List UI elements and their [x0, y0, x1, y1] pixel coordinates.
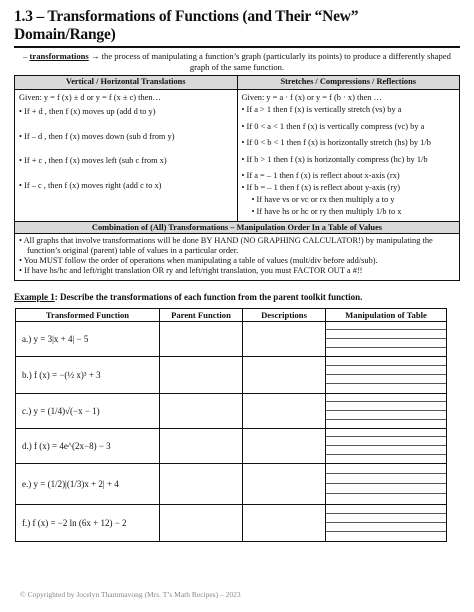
- worksheet-page: [14, 8, 460, 542]
- arrow-icon: →: [90, 51, 100, 61]
- table-grid-line: [326, 420, 446, 428]
- table-grid-line: [326, 532, 446, 540]
- table-grid-line: [326, 357, 446, 366]
- table-grid-line: [326, 394, 446, 403]
- descriptions-cell[interactable]: [243, 463, 326, 504]
- column-header: Manipulation of Table: [326, 308, 447, 321]
- table-grid-line: [326, 348, 446, 356]
- manipulation-table-cell[interactable]: [326, 504, 447, 541]
- table-grid-line: [326, 523, 446, 532]
- definition-term: transformations: [29, 51, 89, 61]
- rule-vc: • If 0 < a < 1 then f (x) is vertically compress (vc) by a: [241, 121, 425, 131]
- table-grid-line: [326, 446, 446, 455]
- manipulation-table-cell[interactable]: [326, 428, 447, 463]
- table-grid-line: [326, 330, 446, 339]
- parent-function-cell[interactable]: [160, 428, 243, 463]
- translations-given: Given: y = f (x) ± d or y = f (x ± c) then…: [19, 92, 161, 102]
- rule-rx: • If a = – 1 then f (x) is reflect about x-axis (rx): [241, 171, 400, 180]
- transformed-function-cell: e.) y = (1/2)|(1/3)x + 2| + 4: [16, 463, 160, 504]
- table-grid-line: [326, 411, 446, 420]
- descriptions-cell[interactable]: [243, 504, 326, 541]
- table-row: [16, 356, 447, 393]
- table-row: [16, 321, 447, 356]
- combination-section: [15, 221, 459, 280]
- definition-text: the process of manipulating a function’s graph (particularly its points) to produce a differently shaped graph of the same function.: [101, 51, 451, 72]
- rule-down: • If – d , then f (x) moves down (sub d from y): [19, 131, 175, 141]
- transformed-function-cell: d.) f (x) = 4e^(2x−8) − 3: [16, 428, 160, 463]
- table-grid-line: [326, 322, 446, 331]
- translations-panel: [15, 76, 238, 221]
- table-grid-line: [326, 505, 446, 514]
- rule-ry: • If b = – 1 then f (x) is reflect about y-axis (ry): [241, 183, 401, 192]
- descriptions-cell[interactable]: [243, 321, 326, 356]
- combination-header: Combination of (All) Transformations – Manipulation Order In a Table of Values: [15, 222, 459, 234]
- rule-hs: • If 0 < b < 1 then f (x) is horizontally stretch (hs) by 1/b: [241, 138, 431, 147]
- descriptions-cell[interactable]: [243, 356, 326, 393]
- table-row: [16, 504, 447, 541]
- example-instructions: : Describe the transformations of each function from the parent toolkit function.: [54, 291, 363, 302]
- column-header: Descriptions: [243, 308, 326, 321]
- rule-left: • If + c , then f (x) moves left (sub c from x): [19, 156, 167, 165]
- parent-function-cell[interactable]: [160, 356, 243, 393]
- transformed-function-cell: a.) y = 3|x + 4| − 5: [16, 321, 160, 356]
- parent-function-cell[interactable]: [160, 504, 243, 541]
- table-grid-line: [326, 402, 446, 411]
- table-grid-line: [326, 384, 446, 392]
- table-row: [16, 463, 447, 504]
- transformed-function-cell: b.) f (x) = −(½ x)³ + 3: [16, 356, 160, 393]
- transformed-function-cell: c.) y = (1/4)√(−x − 1): [16, 393, 160, 428]
- translations-header: Vertical / Horizontal Translations: [15, 76, 237, 90]
- page-title: 1.3 – Transformations of Functions (and Their “New” Domain/Range): [14, 8, 460, 48]
- parent-function-cell[interactable]: [160, 463, 243, 504]
- descriptions-cell[interactable]: [243, 428, 326, 463]
- parent-function-cell[interactable]: [160, 321, 243, 356]
- table-grid-line: [326, 464, 446, 474]
- example-heading: [14, 292, 460, 302]
- table-grid-line: [326, 514, 446, 523]
- transformed-function-cell: f.) f (x) = −2 ln (6x + 12) − 2: [16, 504, 160, 541]
- example-label: Example 1: [14, 291, 55, 302]
- rule-up: • If + d , then f (x) moves up (add d to y): [19, 107, 156, 116]
- rule-hc: • If b > 1 then f (x) is horizontally compress (hc) by 1/b: [241, 154, 428, 164]
- table-grid-line: [326, 437, 446, 446]
- table-grid-line: [326, 474, 446, 484]
- combination-bullet: • If have hs/hc and left/right translation OR ry and left/right translation, you must FACTOR OUT a #!!: [19, 266, 363, 276]
- table-grid-line: [326, 484, 446, 494]
- table-row: [16, 428, 447, 463]
- rule-multiply-b: • If have hs or hc or ry then multiply 1/b to x: [251, 207, 402, 216]
- rule-vs: • If a > 1 then f (x) is vertically stretch (vs) by a: [241, 105, 402, 114]
- manipulation-table-cell[interactable]: [326, 463, 447, 504]
- manipulation-table-cell[interactable]: [326, 321, 447, 356]
- rule-multiply-a: • If have vs or vc or rx then multiply a to y: [251, 195, 395, 204]
- example-table: [15, 308, 447, 542]
- combination-bullet: • You MUST follow the order of operations when manipulating a table of values (mult/div before add/sub).: [19, 256, 378, 266]
- descriptions-cell[interactable]: [243, 393, 326, 428]
- rules-box: [14, 75, 460, 281]
- table-grid-line: [326, 455, 446, 463]
- parent-function-cell[interactable]: [160, 393, 243, 428]
- table-grid-line: [326, 366, 446, 375]
- table-grid-line: [326, 494, 446, 503]
- table-grid-line: [326, 375, 446, 384]
- stretches-panel: [238, 76, 460, 221]
- column-header: Parent Function: [160, 308, 243, 321]
- stretches-header: Stretches / Compressions / Reflections: [238, 76, 460, 90]
- manipulation-table-cell[interactable]: [326, 393, 447, 428]
- rule-right: • If – c , then f (x) moves right (add c to x): [19, 180, 162, 190]
- manipulation-table-cell[interactable]: [326, 356, 447, 393]
- table-row: [16, 393, 447, 428]
- table-grid-line: [326, 339, 446, 348]
- definition: – transformations → the process of manipulating a function’s graph (particularly its points) to produce a differently shaped graph of the same function.: [23, 51, 451, 72]
- stretches-given: Given: y = a · f (x) or y = f (b · x) then …: [241, 92, 382, 102]
- combination-bullet: • All graphs that involve transformations will be done BY HAND (NO GRAPHING CALCULATOR!) by manipulating the function’s original (parent) table of values in a particular order.: [19, 235, 433, 255]
- copyright-footer: © Copyrighted by Jocelyn Thammavong (Mrs. T’s Math Recipes) – 2023: [20, 590, 241, 599]
- column-header: Transformed Function: [16, 308, 160, 321]
- table-grid-line: [326, 429, 446, 438]
